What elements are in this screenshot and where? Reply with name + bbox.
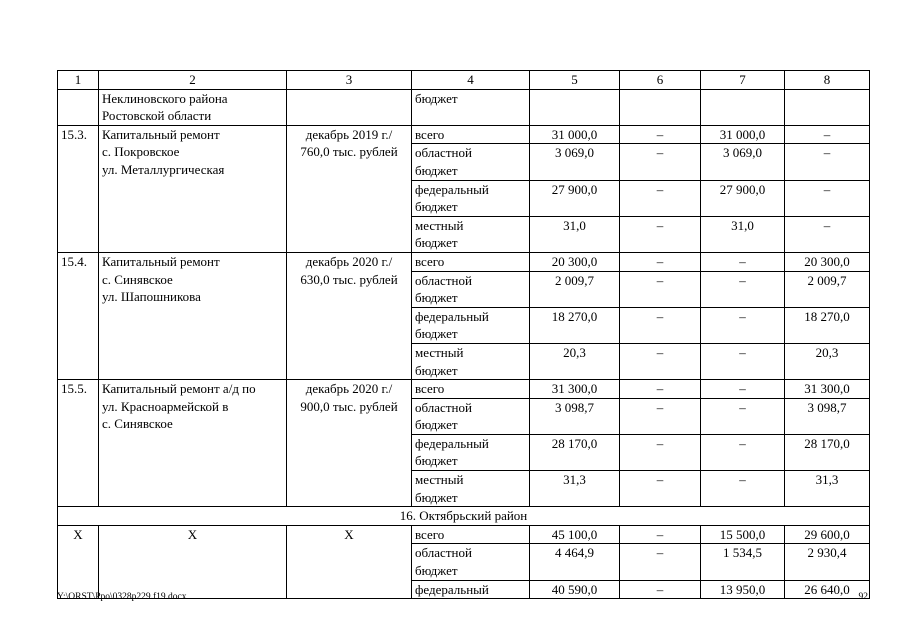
source-line: областной	[415, 272, 472, 288]
source-line: местный	[415, 217, 464, 233]
object-name-cell: Х	[99, 525, 287, 598]
value-cell: 31 300,0	[785, 380, 870, 399]
value-cell: –	[620, 544, 701, 580]
term-line: 760,0 тыс. рублей	[300, 144, 398, 160]
value-cell	[620, 89, 701, 125]
value-cell: 31,3	[530, 471, 620, 507]
term-line: декабрь 2020 г./	[305, 253, 393, 269]
row-number-cell: 15.5.	[58, 380, 99, 507]
value-cell: 20 300,0	[785, 252, 870, 271]
source-line: бюджет	[415, 563, 458, 579]
value-cell: 2 009,7	[785, 271, 870, 307]
value-cell: –	[620, 580, 701, 599]
table-header-row	[58, 71, 870, 90]
value-cell: 3 098,7	[785, 398, 870, 434]
row-number-cell: 15.3.	[58, 125, 99, 252]
value-cell: 20,3	[785, 343, 870, 379]
value-cell: –	[701, 434, 785, 470]
section-title: 16. Октябрьский район	[58, 507, 870, 526]
source-line: бюджет	[415, 417, 458, 433]
source-cell	[412, 307, 530, 343]
row-number-cell	[58, 89, 99, 125]
value-cell: –	[701, 271, 785, 307]
value-cell: –	[701, 398, 785, 434]
value-cell: 20,3	[530, 343, 620, 379]
value-cell: 29 600,0	[785, 525, 870, 544]
value-cell: –	[701, 343, 785, 379]
value-cell: 40 590,0	[530, 580, 620, 599]
value-cell: –	[785, 180, 870, 216]
object-name-line: Капитальный ремонт а/д по	[102, 381, 256, 397]
value-cell: 31 000,0	[701, 125, 785, 144]
term-cell	[287, 89, 412, 125]
table-row	[58, 380, 870, 399]
value-cell: –	[620, 216, 701, 252]
source-cell	[412, 471, 530, 507]
header-cell: 8	[785, 71, 870, 90]
object-name-cell	[99, 380, 287, 507]
value-cell: 27 900,0	[530, 180, 620, 216]
value-cell: 20 300,0	[530, 252, 620, 271]
source-line: бюджет	[415, 290, 458, 306]
object-name-cell	[99, 252, 287, 379]
header-cell: 1	[58, 71, 99, 90]
value-cell: 28 170,0	[785, 434, 870, 470]
value-cell: –	[620, 125, 701, 144]
value-cell: 3 098,7	[530, 398, 620, 434]
term-cell	[287, 252, 412, 379]
value-cell: 31,0	[530, 216, 620, 252]
value-cell: –	[620, 180, 701, 216]
value-cell: –	[620, 144, 701, 180]
source-cell	[412, 398, 530, 434]
value-cell: –	[620, 398, 701, 434]
value-cell	[785, 89, 870, 125]
source-line: федеральный	[415, 308, 489, 324]
value-cell	[701, 89, 785, 125]
value-cell: –	[701, 471, 785, 507]
source-cell: всего	[412, 252, 530, 271]
source-cell	[412, 434, 530, 470]
source-line: бюджет	[415, 162, 458, 178]
source-line: бюджет	[415, 362, 458, 378]
source-line: бюджет	[415, 453, 458, 469]
value-cell: 2 930,4	[785, 544, 870, 580]
source-line: бюджет	[415, 326, 458, 342]
source-line: областной	[415, 545, 472, 561]
source-line: местный	[415, 472, 464, 488]
term-cell	[287, 125, 412, 252]
source-cell: всего	[412, 525, 530, 544]
term-line: 630,0 тыс. рублей	[300, 271, 398, 287]
header-cell: 4	[412, 71, 530, 90]
source-cell: всего	[412, 125, 530, 144]
value-cell: 4 464,9	[530, 544, 620, 580]
value-cell: –	[620, 471, 701, 507]
source-line: областной	[415, 145, 472, 161]
source-line: бюджет	[415, 199, 458, 215]
footer-file-path: Y:\ORST\Ppo\0328p229.f19.docx	[57, 592, 187, 602]
value-cell: 27 900,0	[701, 180, 785, 216]
source-cell: федеральный	[412, 580, 530, 599]
value-cell: –	[620, 343, 701, 379]
term-line: декабрь 2019 г./	[305, 126, 393, 142]
value-cell: 26 640,0	[785, 580, 870, 599]
source-cell: бюджет	[412, 89, 530, 125]
value-cell: 31 300,0	[530, 380, 620, 399]
value-cell: –	[620, 271, 701, 307]
source-cell	[412, 544, 530, 580]
object-name-line: Капитальный ремонт	[102, 253, 220, 269]
term-line: 900,0 тыс. рублей	[300, 398, 398, 414]
value-cell: –	[620, 434, 701, 470]
budget-table	[57, 70, 870, 599]
source-line: областной	[415, 399, 472, 415]
value-cell: 13 950,0	[701, 580, 785, 599]
object-name-line: с. Синявское	[102, 416, 173, 432]
header-cell: 6	[620, 71, 701, 90]
page-number: 92	[858, 592, 868, 602]
table-row	[58, 252, 870, 271]
source-cell	[412, 144, 530, 180]
object-name-cell	[99, 89, 287, 125]
object-name-line: ул. Металлургическая	[102, 161, 225, 177]
row-number-cell: Х	[58, 525, 99, 598]
object-name-line: Капитальный ремонт	[102, 126, 220, 142]
value-cell: –	[620, 252, 701, 271]
value-cell: 31,0	[701, 216, 785, 252]
term-line: декабрь 2020 г./	[305, 381, 393, 397]
value-cell: –	[620, 307, 701, 343]
object-name-line: с. Синявское	[102, 271, 173, 287]
source-line: федеральный	[415, 435, 489, 451]
source-line: местный	[415, 344, 464, 360]
header-cell: 7	[701, 71, 785, 90]
row-number-cell: 15.4.	[58, 252, 99, 379]
value-cell: –	[785, 216, 870, 252]
value-cell: –	[785, 144, 870, 180]
header-cell: 3	[287, 71, 412, 90]
value-cell: –	[701, 380, 785, 399]
value-cell: –	[701, 252, 785, 271]
value-cell	[530, 89, 620, 125]
value-cell: 1 534,5	[701, 544, 785, 580]
value-cell: 31 000,0	[530, 125, 620, 144]
value-cell: 15 500,0	[701, 525, 785, 544]
object-name-cell	[99, 125, 287, 252]
source-line: бюджет	[415, 489, 458, 505]
header-cell: 2	[99, 71, 287, 90]
section-row	[58, 507, 870, 526]
source-cell	[412, 180, 530, 216]
term-cell: Х	[287, 525, 412, 598]
value-cell: 18 270,0	[785, 307, 870, 343]
value-cell: 3 069,0	[701, 144, 785, 180]
table-row	[58, 125, 870, 144]
table-row	[58, 89, 870, 125]
source-line: федеральный	[415, 181, 489, 197]
value-cell: 28 170,0	[530, 434, 620, 470]
value-cell: –	[785, 125, 870, 144]
value-cell: –	[620, 380, 701, 399]
source-line: бюджет	[415, 235, 458, 251]
object-name-line: ул. Красноармейской в	[102, 398, 229, 414]
object-name-line: с. Покровское	[102, 144, 180, 160]
value-cell: 3 069,0	[530, 144, 620, 180]
source-cell	[412, 271, 530, 307]
source-cell	[412, 216, 530, 252]
source-cell: всего	[412, 380, 530, 399]
value-cell: –	[701, 307, 785, 343]
table-row	[58, 525, 870, 544]
term-cell	[287, 380, 412, 507]
object-name-line: ул. Шапошникова	[102, 289, 201, 305]
value-cell: –	[620, 525, 701, 544]
header-cell: 5	[530, 71, 620, 90]
source-cell	[412, 343, 530, 379]
object-name-line: Неклиновского района	[102, 90, 228, 106]
value-cell: 2 009,7	[530, 271, 620, 307]
object-name-line: Ростовской области	[102, 108, 212, 124]
value-cell: 18 270,0	[530, 307, 620, 343]
value-cell: 31,3	[785, 471, 870, 507]
value-cell: 45 100,0	[530, 525, 620, 544]
